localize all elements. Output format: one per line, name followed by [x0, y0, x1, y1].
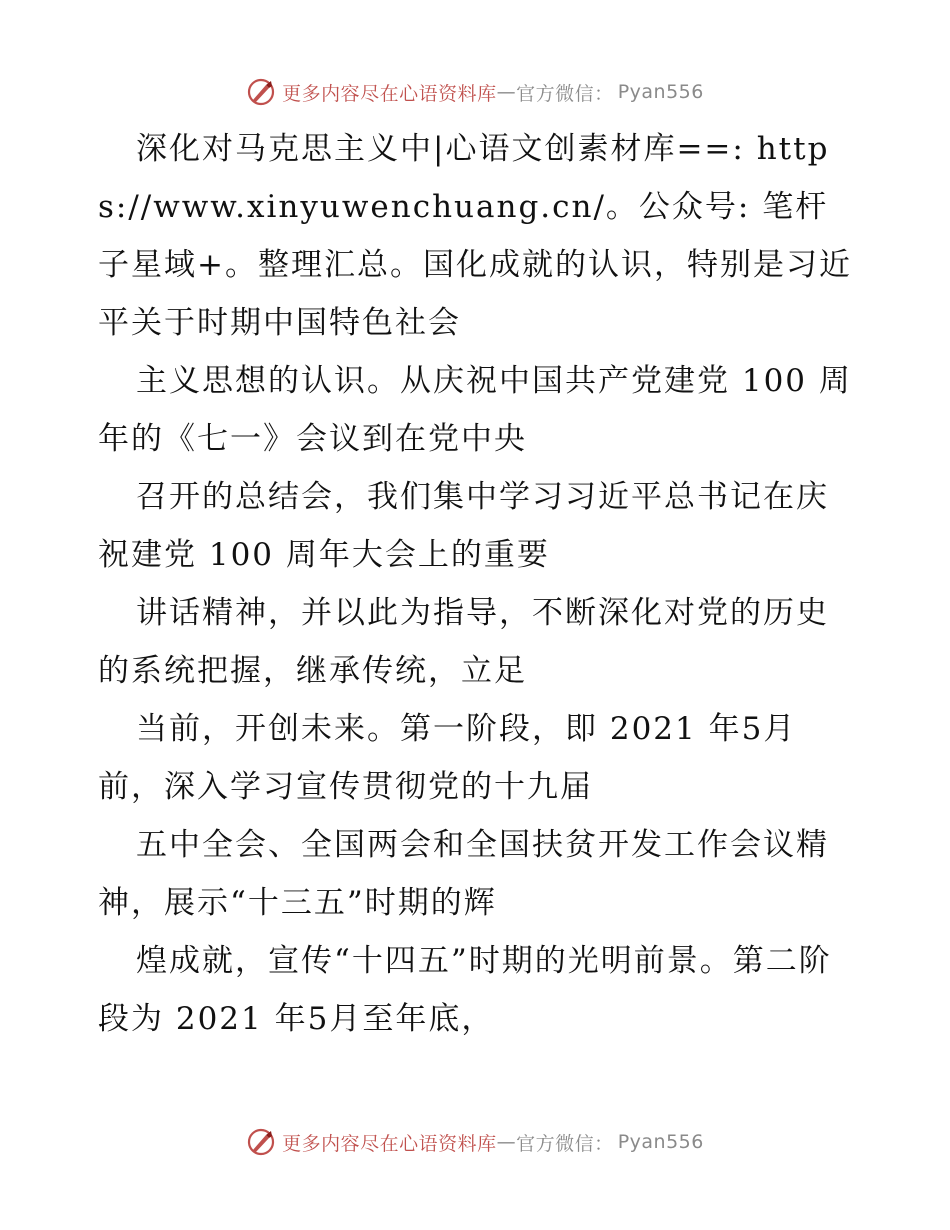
paragraph	[98, 352, 858, 468]
footer-watermark	[0, 1122, 950, 1162]
paragraph-text: 召开的总结会，我们集中学习习近平总书记在庆祝建党 100 周年大会上的重要	[98, 479, 829, 573]
paragraph-text: 深化对马克思主义中|心语文创素材库==: https://www.xinyuwenchuang.cn/。公众号: 笔杆子星域+。整理汇总。国化成就的认识，特别是习近平关于时期中国特色社会	[98, 131, 852, 341]
paragraph	[98, 584, 858, 700]
watermark-brand-text: 更多内容尽在心语资料库	[282, 1132, 497, 1155]
watermark-wechat-account: Pyan556	[617, 1131, 704, 1153]
paragraph	[98, 120, 858, 352]
paragraph-text: 煌成就，宣传“十四五”时期的光明前景。第二阶段为 2021 年5月至年底，	[98, 943, 832, 1037]
paragraph-text: 主义思想的认识。从庆祝中国共产党建党 100 周年的《七一》会议到在党中央	[98, 363, 852, 457]
paragraph	[98, 816, 858, 932]
paragraph	[98, 932, 858, 1048]
watermark-separator: —	[496, 81, 517, 103]
watermark-separator: —	[496, 1131, 517, 1153]
watermark-wechat-label: 官方微信：	[516, 1132, 614, 1155]
document-body	[98, 120, 858, 1048]
quill-pen-logo-icon	[246, 77, 276, 107]
watermark-brand-text: 更多内容尽在心语资料库	[282, 82, 497, 105]
paragraph	[98, 700, 858, 816]
watermark-wechat-account: Pyan556	[617, 81, 704, 103]
watermark-wechat-label: 官方微信：	[516, 82, 614, 105]
paragraph-text: 当前，开创未来。第一阶段，即 2021 年5月前，深入学习宣传贯彻党的十九届	[98, 711, 797, 805]
paragraph-text: 五中全会、全国两会和全国扶贫开发工作会议精神，展示“十三五”时期的辉	[98, 827, 829, 921]
paragraph	[98, 468, 858, 584]
quill-pen-logo-icon	[246, 1127, 276, 1157]
header-watermark	[0, 72, 950, 112]
paragraph-text: 讲话精神，并以此为指导，不断深化对党的历史的系统把握，继承传统，立足	[98, 595, 829, 689]
